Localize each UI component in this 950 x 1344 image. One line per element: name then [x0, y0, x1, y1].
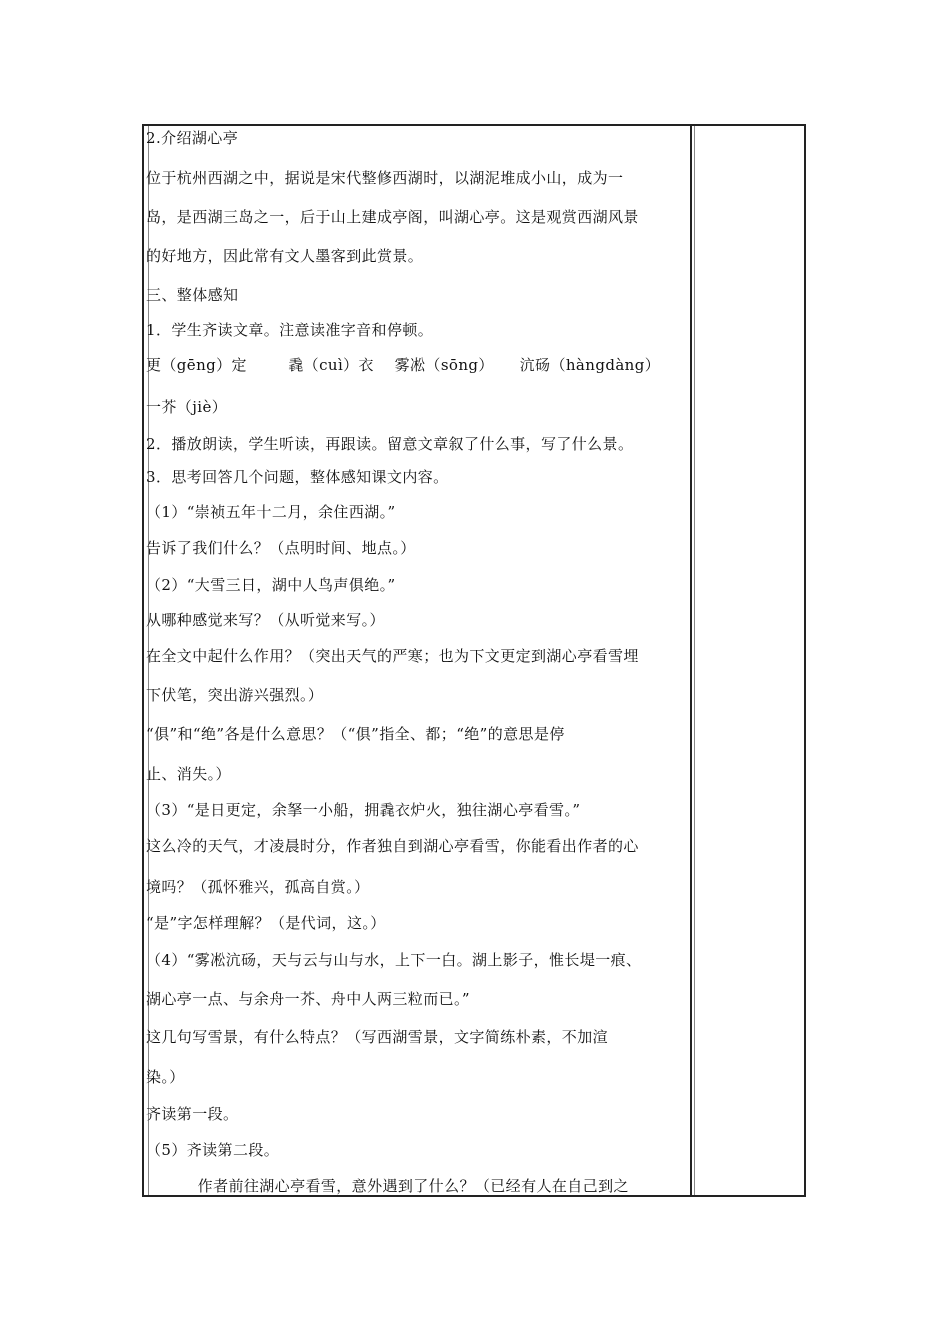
text-line: 位于杭州西湖之中，据说是宋代整修西湖时，以湖泥堆成小山，成为一: [146, 169, 624, 187]
question-line: （2）“大雪三日，湖中人鸟声俱绝。”: [146, 576, 396, 594]
answer-line: 从哪种感觉来写？（从听觉来写。）: [146, 611, 385, 629]
table-inner-right-border: [694, 126, 695, 1195]
answer-line: 下伏笔，突出游兴强烈。）: [146, 686, 324, 704]
question-line: （3）“是日更定，余拏一小船，拥毳衣炉火，独往湖心亭看雪。”: [146, 801, 581, 819]
answer-line: “是”字怎样理解？（是代词，这。）: [146, 914, 386, 932]
text-line: 3．思考回答几个问题，整体感知课文内容。: [146, 468, 449, 486]
pronunciation-line: 更（gēng）定 毳（cuì）衣 雾凇（sōng） 沆砀（hàngdàng）: [146, 356, 661, 374]
question-line: 湖心亭一点、与余舟一芥、舟中人两三粒而已。”: [146, 990, 470, 1008]
table-column-divider: [690, 126, 692, 1195]
text-line: 2．播放朗读，学生听读，再跟读。留意文章叙了什么事，写了什么景。: [146, 435, 634, 453]
answer-line: 止、消失。）: [146, 765, 231, 783]
text-line: 1．学生齐读文章。注意读准字音和停顿。: [146, 321, 434, 339]
question-line: （1）“崇祯五年十二月，余住西湖。”: [146, 503, 396, 521]
text-line: 岛，是西湖三岛之一，后于山上建成亭阁，叫湖心亭。这是观赏西湖风景: [146, 208, 639, 226]
section-heading: 2.介绍湖心亭: [146, 129, 239, 147]
text-line: 齐读第一段。: [146, 1105, 239, 1123]
question-line: 作者前往湖心亭看雪，意外遇到了什么？（已经有人在自己到之: [146, 1177, 629, 1195]
answer-line: 在全文中起什么作用？（突出天气的严寒；也为下文更定到湖心亭看雪埋: [146, 647, 639, 665]
text-line: 的好地方，因此常有文人墨客到此赏景。: [146, 247, 424, 265]
answer-line: 这么冷的天气，才凌晨时分，作者独自到湖心亭看雪，你能看出作者的心: [146, 837, 639, 855]
answer-line: 告诉了我们什么？（点明时间、地点。）: [146, 539, 416, 557]
section-heading: 三、整体感知: [146, 286, 239, 304]
answer-line: “俱”和“绝”各是什么意思？（“俱”指全、都；“绝”的意思是停: [146, 725, 565, 743]
question-line: （4）“雾凇沆砀，天与云与山与水，上下一白。湖上影子，惟长堤一痕、: [146, 951, 642, 969]
answer-line: 染。）: [146, 1068, 185, 1086]
question-line: （5）齐读第二段。: [146, 1141, 280, 1159]
pronunciation-line: 一芥（jiè）: [146, 398, 228, 416]
answer-line: 境吗？（孤怀雅兴，孤高自赏。）: [146, 878, 370, 896]
answer-line: 这几句写雪景，有什么特点？（写西湖雪景，文字简练朴素，不加渲: [146, 1028, 609, 1046]
